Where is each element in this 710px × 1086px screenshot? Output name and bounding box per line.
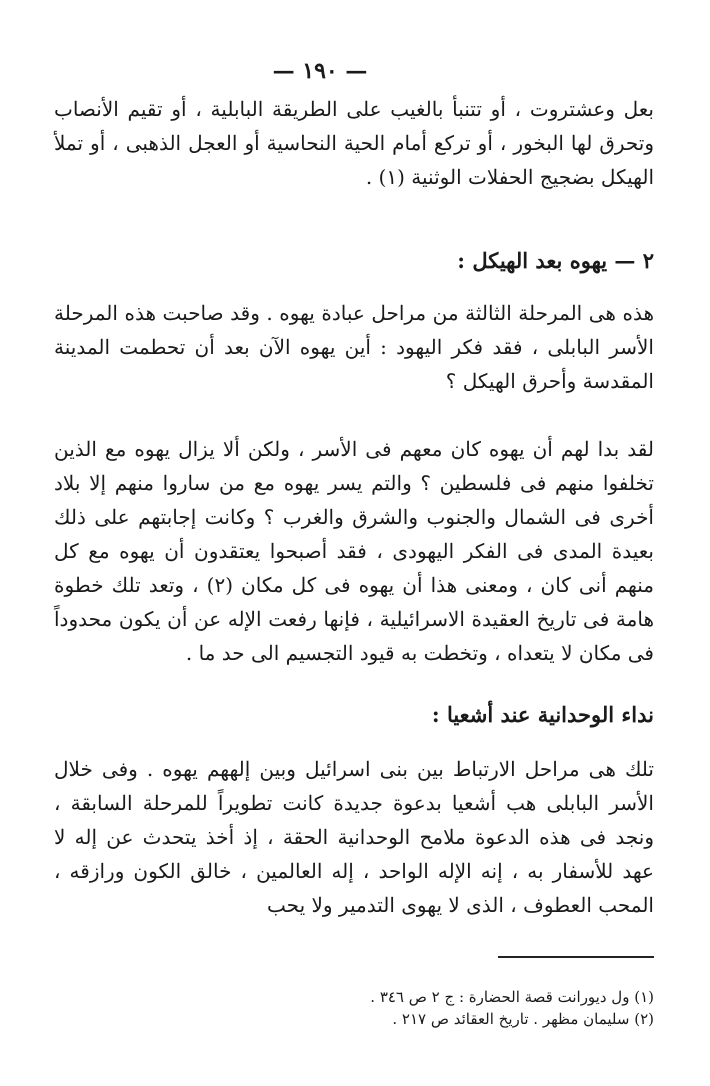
footnote-separator [498, 956, 654, 958]
section2-paragraph-2: لقد بدا لهم أن يهوه كان معهم فى الأسر ، ولكن ألا يزال يهوه مع الذين تخلفوا منهم فى فلسطين ؟ والتم يسر يهوه مع من ساروا منهم إلا بلاد أخرى فى الشمال والجنوب والشرق والغرب ؟ وكانت إجابتهم على ذلك بعيدة المدى فى الفكر اليهودى ، فقد أصبحوا يعتقدون أن يهوه مع كل منهم أنى كان ، ومعنى هذا أن يهوه فى كل مكان (٢) ، وتعد تلك خطوة هامة فى تاريخ العقيدة الاسرائيلية ، فإنها رفعت الإله عن أن يكون محدوداً فى مكان لا يتعداه ، وتخطت به قيود التجسيم الى حد ما . [54, 437, 654, 665]
footnote-2: (٢) سليمان مظهر . تاريخ العقائد ص ٢١٧ . [392, 1010, 654, 1028]
intro-paragraph: بعل وعشتروت ، أو تتنبأ بالغيب على الطريقة البابلية ، أو تقيم الأنصاب وتحرق لها البخور ، أو تركع أمام الحية النحاسية أو العجل الذهبى ، أو تملأ الهيكل بضجيج الحفلات الوثنية (١) . [54, 97, 655, 189]
footnote-1: (١) ول ديورانت قصة الحضارة : ج ٢ ص ٣٤٦ . [370, 988, 654, 1006]
footnotes [54, 986, 654, 1030]
section2-paragraph-1: هذه هى المرحلة الثالثة من مراحل عبادة يهوه . وقد صاحبت هذه المرحلة الأسر البابلى ، فقد فكر اليهود : أين يهوه الآن بعد أن تحطمت المدينة المقدسة وأحرق الهيكل ؟ [54, 301, 654, 393]
section-heading-isaiah-monotheism: نداء الوحدانية عند أشعيا : [431, 702, 654, 727]
section3-paragraph-1: تلك هى مراحل الارتباط بين بنى اسرائيل وبين إلههم يهوه . وفى خلال الأسر البابلى هب أشعيا بدعوة جديدة كانت تطويراً للمرحلة السابقة ، ونجد فى هذه الدعوة ملامح الوحدانية الحقة ، إذ أخذ يتحدث عن إله لا عهد للأسفار به ، إنه الإله الواحد ، إله العالمين ، خالق الكون ورازقه ، المحب العطوف ، الذى لا يهوى التدمير ولا يحب [54, 757, 654, 917]
section-heading-yahweh-after-temple: ٢ — يهوه بعد الهيكل : [457, 248, 654, 273]
page-number: — ١٩٠ — [272, 58, 368, 84]
